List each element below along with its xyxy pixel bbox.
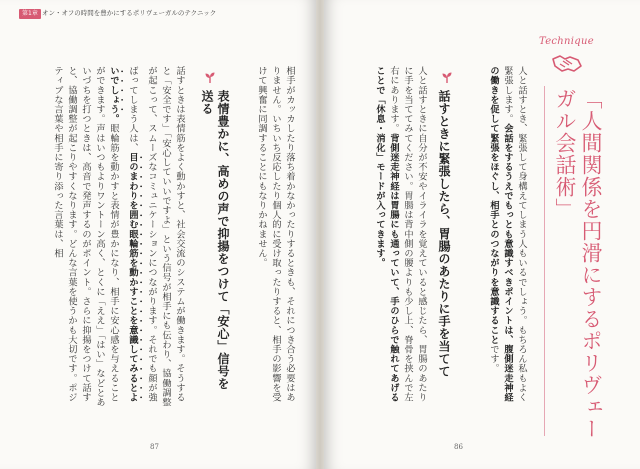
left-paragraph-3: 眼輪筋を動かすと表情が豊かになり、相手に安心感を与えることができます。声はいつもよりワントーン高く、とくに「ええ」「はい」などとあいづちを打つときは、高音で発声するのがポイント。さらに抑揚をつけて話すと、協働調整が起こりやすくなります。どんな言葉を使うかも大切です。ポジティブな言葉や相手に寄り添った言葉は、相 bbox=[52, 66, 119, 407]
left-heading-text: 表情豊かに、高めの声で抑揚をつけて「安心」信号を送る bbox=[200, 90, 230, 390]
right-heading-text: 話すときに緊張したら、胃腸のあたりに手を当てて bbox=[437, 90, 451, 378]
right-intro bbox=[452, 66, 528, 411]
left-paragraph-2: 話すときは表情筋をよく動かすと、社会交流のシステムが働きます。そうすると「安全です」「安心していいですよ」という信号が相手にも伝わり、協働調整が起こって、スムーズなコミュニケーションにつながります。それでも顔が強ばってしまう人は、 bbox=[127, 66, 185, 407]
left-page-number: 87 bbox=[150, 443, 159, 451]
left-column-2 bbox=[20, 66, 186, 411]
left-page bbox=[0, 0, 316, 469]
left-heading bbox=[195, 90, 231, 390]
running-head: オン・オフの時間を豊かにするポリヴェーガルのテクニック bbox=[42, 9, 217, 17]
right-body-1: 人と話すときに自分が不安やイライラを覚えていると感じたら、胃腸のあたりに手を当ててみてください。胃腸は背中側の腰よりも少し上、脊骨を挟んで左右にあります。 bbox=[388, 66, 427, 402]
sprout-icon bbox=[440, 70, 454, 84]
right-page-number: 86 bbox=[454, 443, 463, 451]
left-paragraph-1: 相手がカッカしたり落ち着かなかったりするときも、それにつき合う必要はありません。いちいち反応したり個人的に受け取ったりすると、相手の影響を受けて興奮に同調することにもなりかねません。 bbox=[256, 66, 295, 402]
technique-title-text: 「人間関係を円滑にするポリヴェーガル会話術」 bbox=[553, 88, 603, 440]
chapter-tag: 第1章 bbox=[19, 9, 41, 19]
right-intro-1: 人と話すとき、緊張して身構えてしまう人もいるでしょう。もちろん私もよく緊張します。 bbox=[502, 66, 527, 402]
title-rule bbox=[544, 86, 545, 436]
right-body bbox=[344, 66, 428, 411]
right-body-emphasis: 背側迷走神経は胃腸にも通っていて、手のひらで触れてあげることで「休息・消化」モードが入ってきます。 bbox=[374, 66, 399, 403]
right-intro-emphasis: 会話をするうえでもっとも意識すべきポイントは、腹側迷走神経の働きを促して緊張をほぐし、相手とのつながりを意識すること bbox=[488, 66, 513, 403]
right-intro-end: です。 bbox=[488, 344, 499, 374]
right-page bbox=[324, 0, 640, 469]
gutter bbox=[316, 0, 324, 469]
left-emphasis: 目のまわりを囲む眼輪筋を動かすことを意識してみるとよいでしょう。 bbox=[108, 66, 138, 403]
handshake-icon bbox=[550, 52, 584, 74]
sprout-icon bbox=[203, 70, 217, 84]
technique-title bbox=[552, 88, 604, 448]
technique-label: Technique bbox=[539, 36, 594, 47]
left-column-1 bbox=[252, 66, 296, 406]
right-heading bbox=[432, 90, 452, 410]
